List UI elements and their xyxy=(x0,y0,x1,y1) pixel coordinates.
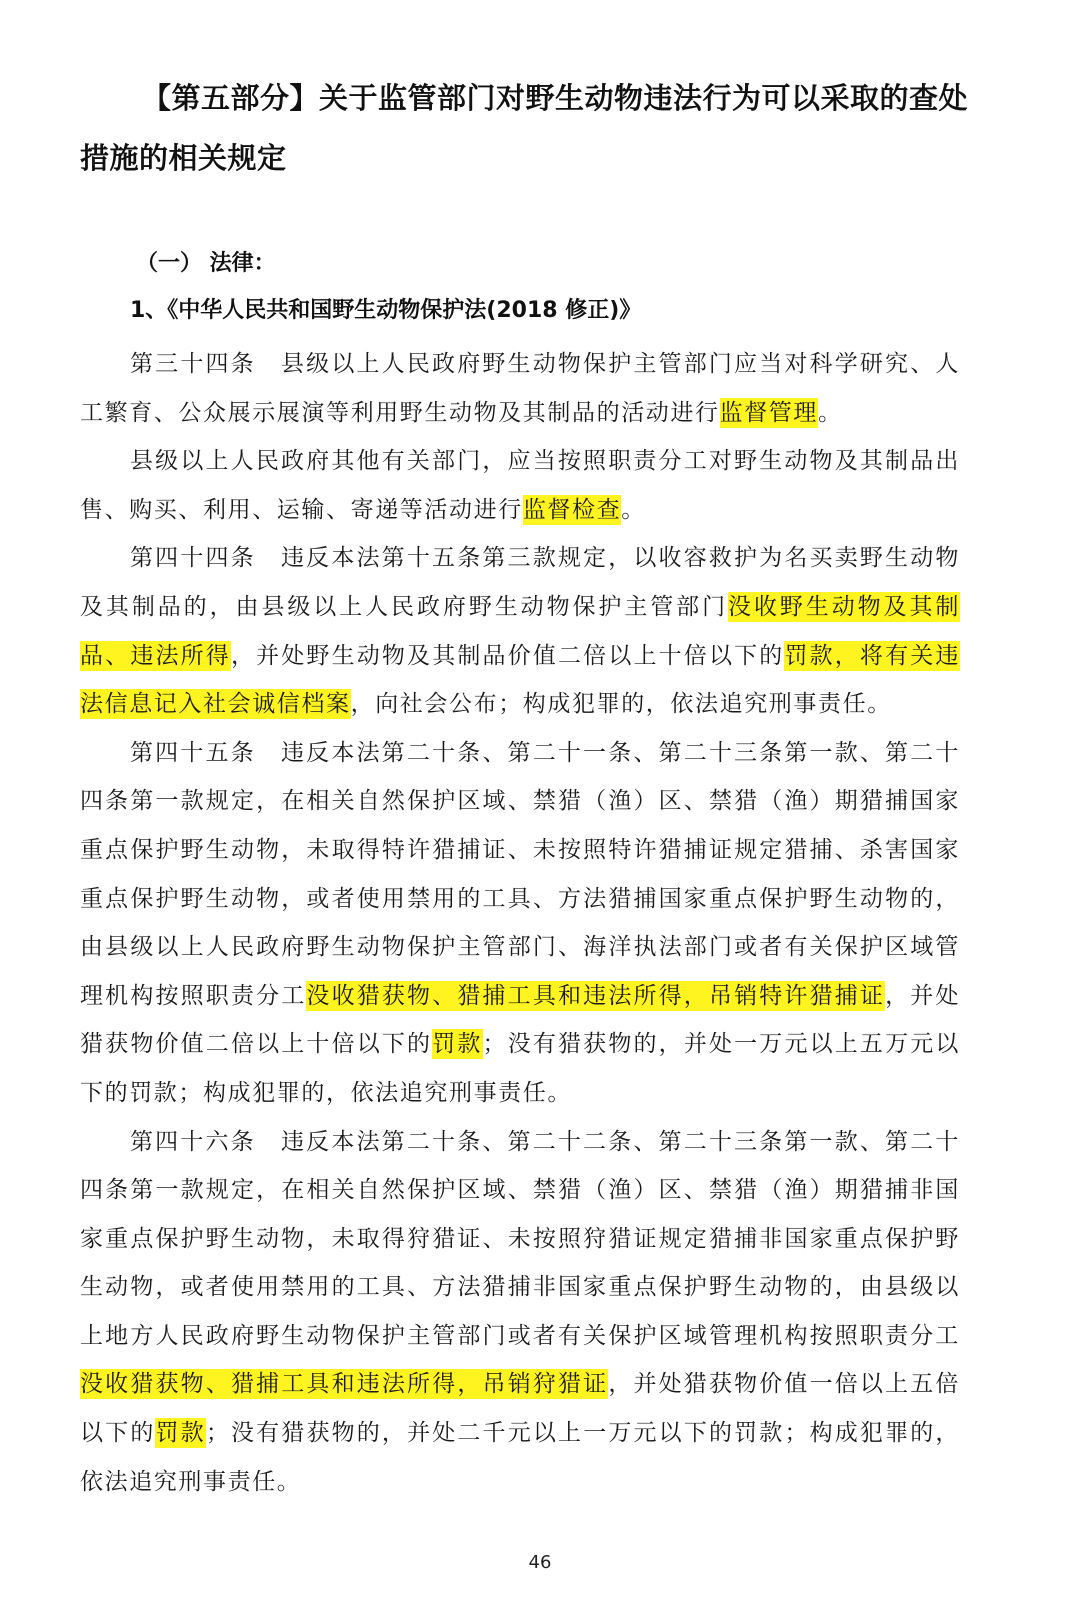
paragraph-text: ；没有猎获物的，并处二千元以上一万元以下的罚款；构成犯罪的，依法追究刑事责任。 xyxy=(80,1420,961,1495)
section-heading-law: （一） 法律： xyxy=(136,251,276,276)
page-number: 46 xyxy=(528,1552,552,1573)
law-title: 1、《中华人民共和国野生动物保护法(2018 修正)》 xyxy=(130,298,642,323)
paragraph-text: 第四十六条 违反本法第二十条、第二十二条、第二十三条第一款、第二十四条第一款规定，在相关自然保护区域、禁猎（渔）区、禁猎（渔）期猎捕非国家重点保护野生动物，未取得狩猎证、未按照狩猎证规定猎捕非国家重点保护野生动物，或者使用禁用的工具、方法猎捕非国家重点保护野生动物的，由县级以上地方人民政府野生动物保护主管部门或者有关保护区域管理机构按照职责分工 xyxy=(80,1128,960,1349)
paragraph-article-45 xyxy=(80,729,960,1118)
paragraph-article-34-second xyxy=(80,437,960,534)
paragraph-text: ，并处猎获物价值二倍以上十倍以下的 xyxy=(80,982,960,1058)
paragraph-text: ，向社会公布；构成犯罪的，依法追究刑事责任。 xyxy=(350,691,892,718)
paragraph-text: ；没有猎获物的，并处一万元以上五万元以下的罚款；构成犯罪的，依法追究刑事责任。 xyxy=(80,1031,960,1106)
highlighted-text: 罚款 xyxy=(155,1420,206,1447)
paragraph-text: 。 xyxy=(818,399,843,426)
highlighted-text: 监督管理 xyxy=(719,399,819,426)
paragraph-text: 县级以上人民政府其他有关部门，应当按照职责分工对野生动物及其制品出售、购买、利用、运输、寄递等活动进行 xyxy=(80,448,960,523)
paragraph-text: 。 xyxy=(621,496,646,523)
highlighted-text: 罚款，将有关违法信息记入社会诚信档案 xyxy=(80,642,960,718)
part-title-line-1: 【第五部分】关于监管部门对野生动物违法行为可以采取的查处 xyxy=(142,81,969,115)
paragraph-article-44 xyxy=(80,534,960,728)
paragraph-text: 第四十四条 违反本法第十五条第三款规定，以收容救护为名买卖野生动物及其制品的，由县级以上人民政府野生动物保护主管部门 xyxy=(80,545,960,620)
highlighted-text: 没收猎获物、猎捕工具和违法所得，吊销狩猎证 xyxy=(80,1371,609,1398)
paragraph-text: 第四十五条 违反本法第二十条、第二十一条、第二十三条第一款、第二十四条第一款规定，在相关自然保护区域、禁猎（渔）区、禁猎（渔）期猎捕国家重点保护野生动物，未取得特许猎捕证、未按照特许猎捕证规定猎捕、杀害国家重点保护野生动物，或者使用禁用的工具、方法猎捕国家重点保护野生动物的，由县级以上人民政府野生动物保护主管部门、海洋执法部门或者有关保护区域管理机构按照职责分工 xyxy=(80,739,960,1009)
paragraph-text: 第三十四条 县级以上人民政府野生动物保护主管部门应当对科学研究、人工繁育、公众展示展演等利用野生动物及其制品的活动进行 xyxy=(80,351,960,426)
part-title xyxy=(80,68,980,188)
paragraph-article-34 xyxy=(80,340,960,437)
highlighted-text: 没收野生动物及其制品、违法所得 xyxy=(80,593,960,669)
paragraph-text: ，并处猎获物价值一倍以上五倍以下的 xyxy=(80,1371,960,1447)
highlighted-text: 没收猎获物、猎捕工具和违法所得，吊销特许猎捕证 xyxy=(306,982,886,1009)
part-title-line-2: 措施的相关规定 xyxy=(80,141,287,175)
highlighted-text: 监督检查 xyxy=(522,496,622,523)
highlighted-text: 罚款 xyxy=(432,1031,483,1058)
article-body xyxy=(80,340,960,1506)
paragraph-article-46 xyxy=(80,1118,960,1507)
paragraph-text: ，并处野生动物及其制品价值二倍以上十倍以下的 xyxy=(230,642,785,669)
